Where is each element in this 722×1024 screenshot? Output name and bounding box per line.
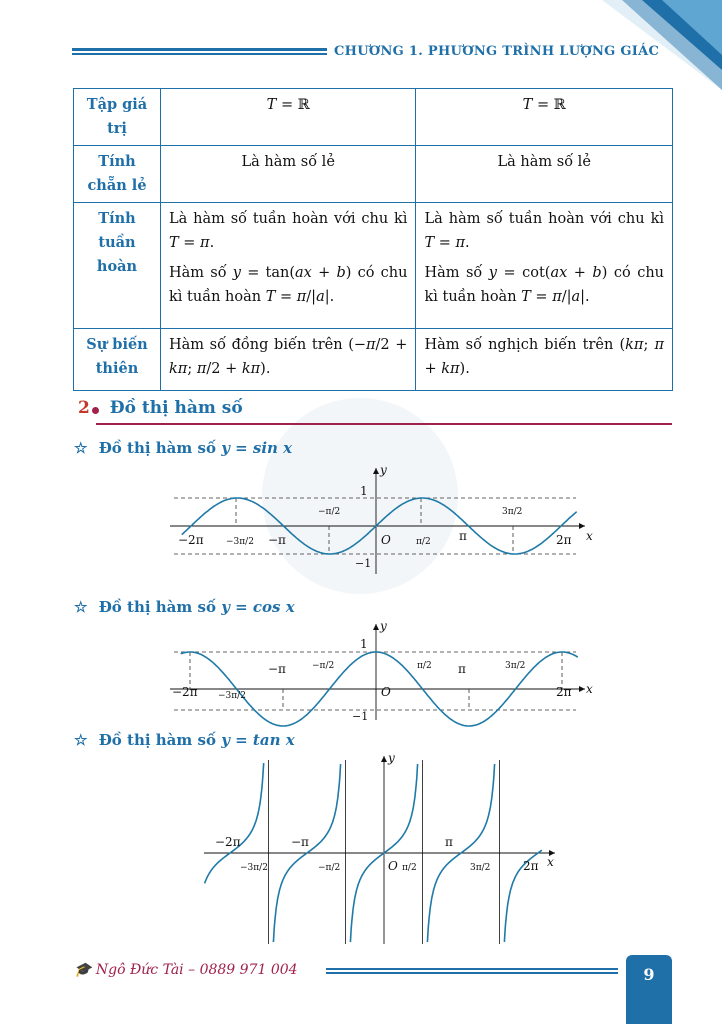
graph-function: y = sin x [221, 439, 293, 457]
x-axis-label: x [547, 855, 554, 869]
origin-label: O [381, 533, 391, 547]
section-dot [92, 407, 99, 414]
tick-label: −3π/2 [218, 691, 246, 701]
header-rule [72, 48, 327, 57]
x-axis-label: x [586, 682, 593, 696]
graduation-cap-icon: 🎓 [74, 962, 92, 978]
periodic-text: Là hàm số tuần hoàn với chu kì T = π. [169, 211, 408, 251]
page-number: 9 [626, 955, 672, 1024]
cot-cell [416, 203, 673, 329]
author-text: Ngô Đức Tài – 0889 971 004 [95, 962, 298, 978]
tick-label: 3π/2 [470, 863, 491, 873]
y-axis-label: y [380, 619, 387, 633]
graph-title-prefix: Đồ thị hàm số [98, 731, 216, 749]
tick-label: −π [291, 835, 309, 849]
graph-title-prefix: Đồ thị hàm số [98, 439, 216, 457]
section-rule [96, 423, 672, 425]
row-label: Tính tuần hoàn [74, 203, 161, 329]
periodic-text: Là hàm số tuần hoàn với chu kì T = π. [424, 211, 664, 251]
table-row [74, 203, 673, 329]
graph-function: y = cos x [221, 598, 295, 616]
tan-graph-title [74, 731, 295, 749]
sin-graph-title [74, 439, 292, 457]
cos-graph [160, 620, 600, 725]
section-heading [78, 398, 243, 418]
tick-label: −1 [352, 710, 369, 723]
cot-cell: Là hàm số lẻ [416, 146, 673, 203]
tick-label: −2π [172, 685, 198, 699]
tick-label: π/2 [402, 863, 417, 873]
tan-cell: Là hàm số lẻ [161, 146, 416, 203]
tick-label: 2π [523, 859, 539, 873]
tan-graph [200, 752, 570, 947]
origin-label: O [388, 859, 398, 873]
y-axis-label: y [388, 751, 395, 765]
tick-label: π [445, 835, 453, 849]
section-number: 2 [78, 398, 90, 418]
section-title: Đồ thị hàm số [109, 398, 243, 418]
tick-label: 3π/2 [505, 661, 526, 671]
tick-label: −2π [215, 835, 241, 849]
tick-label: 3π/2 [502, 507, 523, 517]
tan-curves [205, 763, 542, 942]
star-icon: ☆ [74, 598, 88, 616]
tick-label: −π [268, 533, 286, 547]
tick-label: −π/2 [318, 863, 341, 873]
star-icon: ☆ [74, 731, 88, 749]
tick-label: 1 [360, 637, 368, 651]
table-row [74, 146, 673, 203]
table-row [74, 329, 673, 391]
tick-label: −π [268, 662, 286, 676]
tick-label: −π/2 [312, 661, 335, 671]
tick-label: 2π [556, 533, 572, 547]
row-label: Sự biến thiên [74, 329, 161, 391]
period-formula: Hàm số y = cot(ax + b) có chu kì tuần hoàn T = π/|a|. [424, 265, 665, 305]
period-formula: Hàm số y = tan(ax + b) có chu kì tuần hoàn T = π/|a|. [169, 265, 408, 305]
tan-cell: Hàm số đồng biến trên (−π/2 + kπ; π/2 + kπ). [161, 329, 416, 391]
y-axis-label: y [380, 463, 387, 477]
cos-graph-title [74, 598, 295, 616]
graph-title-prefix: Đồ thị hàm số [98, 598, 216, 616]
x-axis-label: x [586, 529, 593, 543]
tan-cell: T = ℝ [161, 89, 416, 146]
tick-label: −π/2 [318, 507, 341, 517]
tick-label: 1 [360, 484, 368, 498]
tick-label: π/2 [416, 537, 431, 547]
tick-label: −2π [178, 533, 204, 547]
chapter-title: CHƯƠNG 1. PHƯƠNG TRÌNH LƯỢNG GIÁC [334, 44, 660, 59]
tick-label: 2π [556, 685, 572, 699]
tick-label: π/2 [417, 661, 432, 671]
footer-rule [326, 968, 618, 976]
properties-table [73, 88, 673, 391]
tick-label: −3π/2 [240, 863, 268, 873]
row-label: Tập giá trị [74, 89, 161, 146]
cot-cell: T = ℝ [416, 89, 673, 146]
tick-label: π [458, 662, 466, 676]
cot-cell: Hàm số nghịch biến trên (kπ; π + kπ). [416, 329, 673, 391]
graph-function: y = tan x [221, 731, 295, 749]
tick-label: −1 [355, 557, 372, 570]
tick-label: −3π/2 [226, 537, 254, 547]
tick-label: π [459, 529, 467, 543]
sin-graph [160, 462, 600, 577]
tan-cell [161, 203, 416, 329]
row-label: Tính chẵn lẻ [74, 146, 161, 203]
origin-label: O [381, 685, 391, 699]
star-icon: ☆ [74, 439, 88, 457]
table-row [74, 89, 673, 146]
footer-author [74, 962, 298, 978]
